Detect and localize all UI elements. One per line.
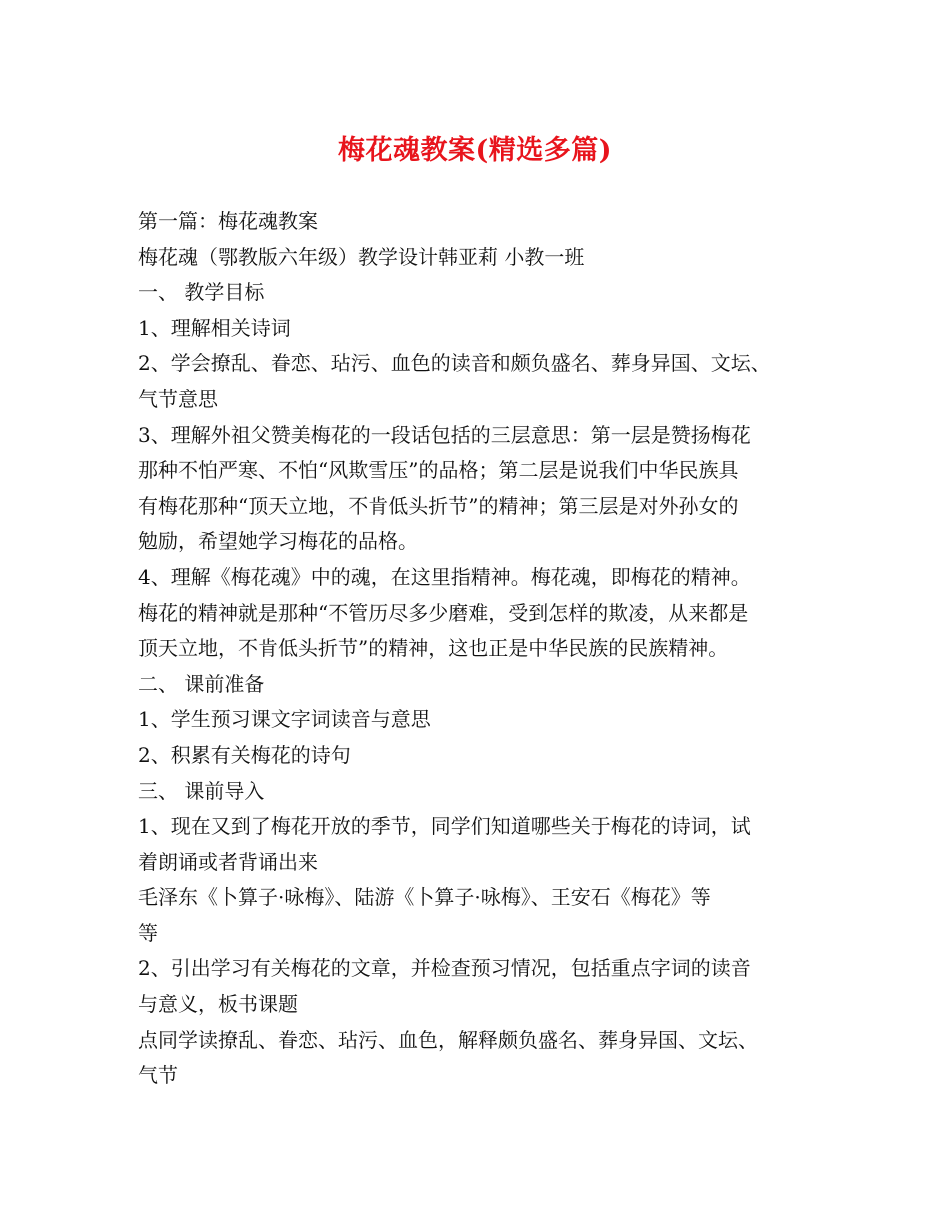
- body-line: 那种不怕严寒、不怕“风欺雪压”的品格；第二层是说我们中华民族具: [138, 458, 739, 483]
- body-line: 1、理解相关诗词: [138, 315, 291, 340]
- body-line: 梅花的精神就是那种“不管历尽多少磨难，受到怎样的欺凌，从来都是: [138, 600, 749, 625]
- body-line: 1、学生预习课文字词读音与意思: [138, 707, 431, 732]
- section-heading: 三、 课前导入: [138, 778, 265, 803]
- body-line: 气节: [138, 1063, 178, 1088]
- body-line: 3、理解外祖父赞美梅花的一段话包括的三层意思：第一层是赞扬梅花: [138, 422, 751, 447]
- body-line: 勉励，希望她学习梅花的品格。: [138, 529, 418, 554]
- body-line: 4、理解《梅花魂》中的魂，在这里指精神。梅花魂，即梅花的精神。: [138, 564, 751, 589]
- body-line: 气节意思: [138, 386, 218, 411]
- section-heading: 一、 教学目标: [138, 280, 265, 305]
- body-line: 顶天立地，不肯低头折节”的精神，这也正是中华民族的民族精神。: [138, 636, 729, 661]
- body-line: 1、现在又到了梅花开放的季节，同学们知道哪些关于梅花的诗词，试: [138, 814, 751, 839]
- body-line: 2、积累有关梅花的诗句: [138, 742, 351, 767]
- body-line: 点同学读撩乱、眷恋、玷污、血色，解释颇负盛名、葬身异国、文坛、: [138, 1027, 758, 1052]
- body-line: 等: [138, 920, 158, 945]
- document-title: 梅花魂教案(精选多篇): [337, 135, 613, 166]
- body-line: 第一篇：梅花魂教案: [138, 209, 318, 233]
- body-line: 2、引出学习有关梅花的文章，并检查预习情况，包括重点字词的读音: [138, 956, 751, 981]
- body-line: 2、学会撩乱、眷恋、玷污、血色的读音和颇负盛名、葬身异国、文坛、: [138, 351, 771, 376]
- body-line: 梅花魂（鄂教版六年级）教学设计韩亚莉 小教一班: [138, 244, 585, 269]
- document-body: [138, 204, 838, 1094]
- section-heading: 二、 课前准备: [138, 671, 265, 696]
- body-line: 毛泽东《卜算子·咏梅》、陆游《卜算子·咏梅》、王安石《梅花》等: [138, 885, 711, 910]
- body-line: 与意义，板书课题: [138, 992, 298, 1017]
- body-line: 有梅花那种“顶天立地，不肯低头折节”的精神；第三层是对外孙女的: [138, 493, 739, 518]
- body-line: 着朗诵或者背诵出来: [138, 849, 318, 874]
